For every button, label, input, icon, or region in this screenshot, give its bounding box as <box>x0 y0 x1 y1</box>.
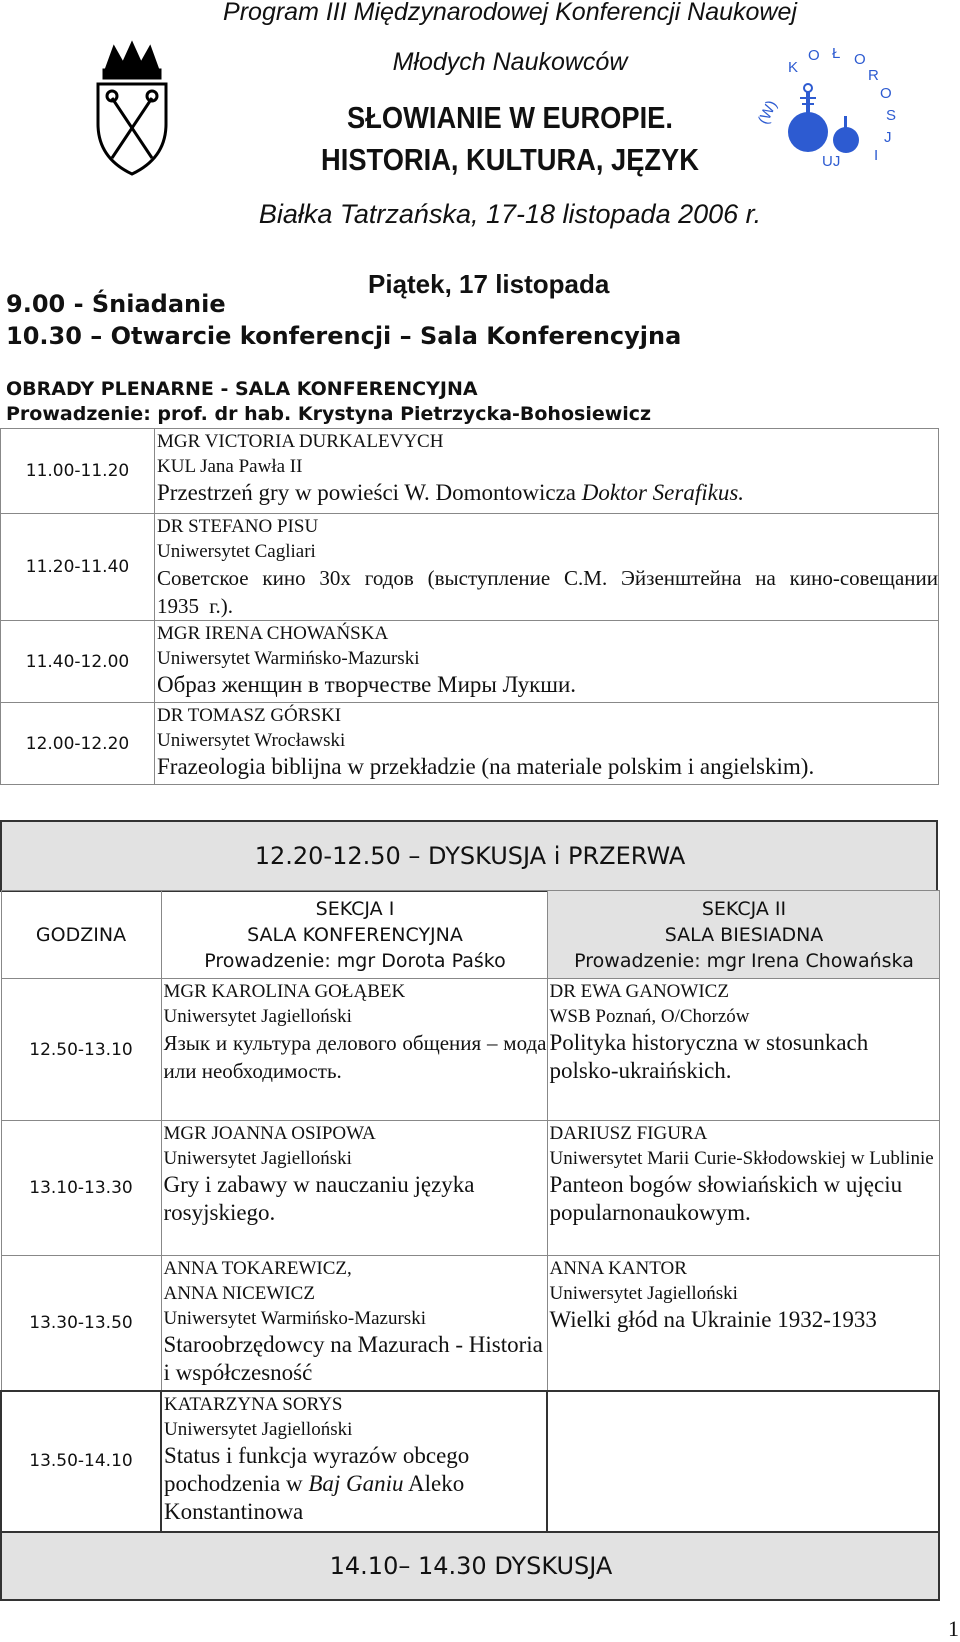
svg-text:O: O <box>880 85 892 102</box>
time-cell: 13.30-13.50 <box>1 1256 161 1391</box>
table-row <box>1 1391 939 1532</box>
svg-text:O: O <box>808 47 820 64</box>
table-row <box>1 621 939 703</box>
talk-cell-section-2: DR EWA GANOWICZ WSB Poznań, O/Chorzów Polityka historyczna w stosunkach polsko-ukraińskich. <box>547 979 939 1121</box>
talk-cell <box>155 621 939 703</box>
table-row <box>1 1532 939 1600</box>
speaker-name: DR TOMASZ GÓRSKI <box>157 705 342 726</box>
time-cell: 11.20-11.40 <box>1 514 155 621</box>
time-cell: 13.10-13.30 <box>1 1121 161 1256</box>
talk-cell-section-1: MGR KAROLINA GOŁĄBEK Uniwersytet Jagielloński Язык и культура делового общения – мода или необходимость. <box>161 979 547 1121</box>
svg-text:J: J <box>884 129 892 146</box>
conference-title-1: SŁOWIANIE W EUROPIE. <box>347 100 673 135</box>
time-cell: 12.50-13.10 <box>1 979 161 1121</box>
talk-cell-section-2-empty <box>547 1391 939 1532</box>
conference-title-2: HISTORIA, KULTURA, JĘZYK <box>321 142 699 177</box>
speaker-name: MGR IRENA CHOWAŃSKA <box>157 623 389 644</box>
table-row <box>1 429 939 514</box>
speaker-university: Uniwersytet Cagliari <box>157 541 316 562</box>
talk-title: Przestrzeń gry w powieści W. Domontowicza Doktor Serafikus. <box>157 480 745 505</box>
speaker-name: DR STEFANO PISU <box>157 516 319 537</box>
talk-cell <box>155 514 939 621</box>
svg-text:I: I <box>874 147 879 164</box>
table-row <box>1 1121 939 1256</box>
svg-text:R: R <box>868 67 879 84</box>
speaker-university: Uniwersytet Wrocławski <box>157 730 346 751</box>
speaker-university: KUL Jana Pawła II <box>157 456 303 477</box>
section-header-row <box>1 891 939 979</box>
break-band <box>0 820 938 892</box>
talk-cell-section-1: MGR JOANNA OSIPOWA Uniwersytet Jagielloński Gry i zabawy w nauczaniu języka rosyjskiego. <box>161 1121 547 1256</box>
column-header-time: GODZINA <box>1 891 161 979</box>
schedule-item-opening: 10.30 – Otwarcie konferencji – Sala Konferencyjna <box>6 322 682 350</box>
header-line1: Program III Międzynarodowej Konferencji Naukowej <box>223 0 797 26</box>
speaker-university: Uniwersytet Warmińsko-Mazurski <box>157 648 420 669</box>
table-row <box>1 979 939 1121</box>
talk-title: Советское кино 30х годов (выступление С.М. Эйзенштейна на кино-совещании 1935 г.). <box>157 566 938 618</box>
time-cell: 11.40-12.00 <box>1 621 155 703</box>
talk-cell-section-1: KATARZYNA SORYS Uniwersytet Jagielloński Status i funkcja wyrazów obcego pochodzenia w Baj Ganiu Aleko Konstantinowa <box>161 1391 547 1532</box>
time-cell: 11.00-11.20 <box>1 429 155 514</box>
header-line2: Młodych Naukowców <box>392 48 628 76</box>
talk-title: Frazeologia biblijna w przekładzie (na materiale polskim i angielskim). <box>157 754 815 779</box>
schedule-item-breakfast: 9.00 - Śniadanie <box>6 290 226 318</box>
page-number: 1 <box>948 1616 959 1641</box>
plenary-chair: Prowadzenie: prof. dr hab. Krystyna Pietrzycka-Bohosiewicz <box>6 403 652 425</box>
plenary-title: OBRADY PLENARNE - SALA KONFERENCYJNA <box>6 378 478 400</box>
time-cell: 12.00-12.20 <box>1 703 155 785</box>
day-heading: Piątek, 17 listopada <box>368 269 610 299</box>
break-label: 14.10– 14.30 DYSKUSJA <box>1 1532 939 1600</box>
svg-text:K: K <box>788 59 799 76</box>
svg-text:S: S <box>886 107 897 124</box>
break-label: 12.20-12.50 – DYSKUSJA i PRZERWA <box>1 821 937 891</box>
talk-cell-section-1: ANNA TOKAREWICZ, ANNA NICEWICZ Uniwersytet Warmińsko-Mazurski Staroobrzędowcy na Mazurach - Historia i współczesność <box>161 1256 547 1391</box>
table-row <box>1 514 939 621</box>
section-2-header: SEKCJA II SALA BIESIADNA Prowadzenie: mgr Irena Chowańska <box>547 891 939 979</box>
plenary-table <box>0 428 939 785</box>
talk-cell <box>155 703 939 785</box>
talk-title: Образ женщин в творчестве Миры Лукши. <box>157 672 577 697</box>
sections-table <box>0 890 940 1601</box>
svg-text:O: O <box>854 51 866 68</box>
section-1-header: SEKCJA I SALA KONFERENCYJNA Prowadzenie: mgr Dorota Paśko <box>161 891 547 979</box>
speaker-name: MGR VICTORIA DURKALEVYCH <box>157 431 444 452</box>
svg-text:Ł: Ł <box>832 45 841 62</box>
talk-cell-section-2: DARIUSZ FIGURA Uniwersytet Marii Curie-Skłodowskiej w Lublinie Panteon bogów słowiańskich w ujęciu popularnonaukowym. <box>547 1121 939 1256</box>
talk-cell-section-2: ANNA KANTOR Uniwersytet Jagielloński Wielki głód na Ukrainie 1932-1933 <box>547 1256 939 1391</box>
table-row <box>1 703 939 785</box>
talk-cell <box>155 429 939 514</box>
place-date: Białka Tatrzańska, 17-18 listopada 2006 r. <box>258 199 762 229</box>
table-row <box>1 1256 939 1391</box>
svg-text:(W): (W) <box>754 97 781 127</box>
svg-text:UJ: UJ <box>822 153 841 170</box>
university-crest-icon <box>92 40 172 180</box>
kolo-rosji-logo-icon <box>754 45 900 178</box>
time-cell: 13.50-14.10 <box>1 1391 161 1532</box>
